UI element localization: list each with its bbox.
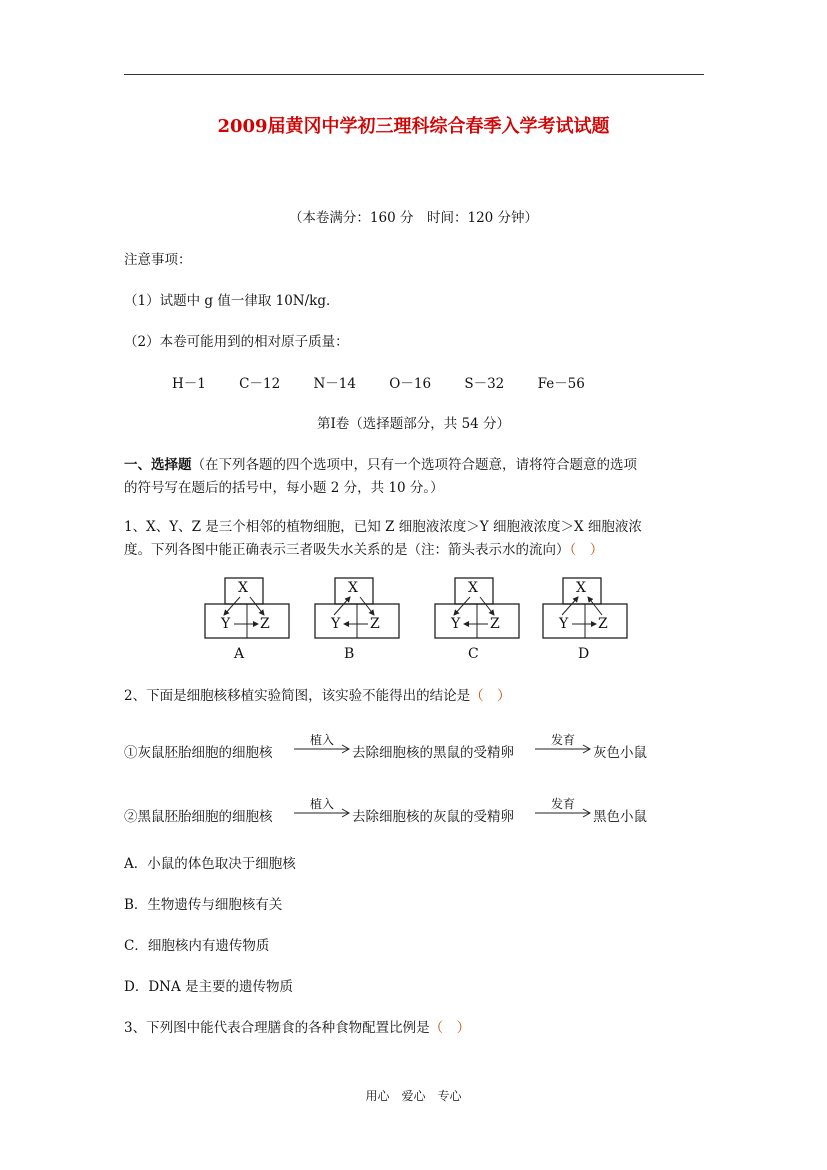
atomic-masses (172, 372, 614, 392)
flow1-step1-label: 植入 (309, 733, 334, 747)
element-mass: C－12 (239, 376, 281, 392)
notice-item-2: （2）本卷可能用到的相对原子质量： (124, 334, 349, 350)
cell-z-label: Z (260, 616, 270, 632)
arrow-right-icon (535, 744, 591, 754)
option-a-label: A (234, 646, 245, 662)
element-mass: Fe－56 (537, 376, 585, 392)
flow2-end: 黑色小鼠 (593, 809, 647, 825)
arrow-right-icon (294, 808, 350, 818)
answer-paren: （ ） (569, 542, 604, 558)
q2-option-d: D．DNA 是主要的遗传物质 (124, 979, 294, 995)
flow1-middle: 去除细胞核的黑鼠的受精卵 (352, 745, 514, 761)
q1-line1: 1、X、Y、Z 是三个相邻的植物细胞，已知 Z 细胞液浓度＞Y 细胞液浓度＞X 细胞液浓 (124, 519, 642, 535)
element-mass: S－32 (464, 376, 505, 392)
page-footer: 用心 爱心 专心 (365, 1089, 462, 1103)
answer-paren: （ ） (470, 688, 511, 704)
q2-option-a: A．小鼠的体色取决于细胞核 (124, 856, 296, 872)
q3-stem: 3、下列图中能代表合理膳食的各种食物配置比例是 (124, 1020, 430, 1036)
flow2-start: ②黑鼠胚胎细胞的细胞核 (124, 809, 273, 825)
cell-x-label: X (238, 580, 248, 596)
q1-stem: 度。下列各图中能正确表示三者吸失水关系的是（注：箭头表示水的流向） (124, 542, 570, 558)
q3-stem-line (124, 1016, 470, 1036)
section1-label: 一、选择题 (124, 457, 192, 473)
cell-y-label: Y (221, 616, 231, 632)
cell-z-label: Z (490, 616, 500, 632)
cell-x-label: X (468, 580, 478, 596)
element-mass: H－1 (172, 376, 206, 392)
section1-line2: 的符号写在题后的括号中，每小题 2 分，共 10 分。） (124, 480, 444, 496)
q2-stem-line (124, 684, 511, 704)
notice-heading: 注意事项： (124, 252, 192, 268)
cell-x-label: X (576, 580, 586, 596)
cell-z-label: Z (598, 616, 608, 632)
cell-y-label: Y (331, 616, 341, 632)
element-mass: O－16 (389, 376, 432, 392)
answer-paren: （ ） (429, 1020, 471, 1036)
flow2-middle: 去除细胞核的灰鼠的受精卵 (352, 809, 514, 825)
q1-line2 (124, 538, 603, 558)
notice-item-1: （1）试题中 g 值一律取 10N/kg． (124, 293, 340, 309)
part1-heading: 第Ⅰ卷（选择题部分，共 54 分） (316, 416, 511, 432)
q2-option-c: C．细胞核内有遗传物质 (124, 938, 270, 954)
header-rule (124, 74, 704, 75)
cell-x-label: X (348, 580, 358, 596)
flow2-step1-label: 植入 (309, 797, 334, 811)
arrow-right-icon (535, 808, 591, 818)
option-d-label: D (578, 646, 590, 662)
section1-line1 (124, 453, 637, 473)
q2-stem: 2、下面是细胞核移植实验简图，该实验不能得出的结论是 (124, 688, 471, 704)
flow1-start: ①灰鼠胚胎细胞的细胞核 (124, 745, 273, 761)
q2-option-b: B．生物遗传与细胞核有关 (124, 897, 283, 913)
q1-figure (200, 577, 660, 667)
option-b-label: B (344, 646, 355, 662)
flow1-end: 灰色小鼠 (593, 745, 647, 761)
flow1-step2-label: 发育 (550, 733, 575, 747)
cell-y-label: Y (451, 616, 461, 632)
section1-instructions: （在下列各题的四个选项中，只有一个选项符合题意，请将符合题意的选项 (191, 457, 637, 473)
arrow-right-icon (294, 744, 350, 754)
option-c-label: C (468, 646, 479, 662)
flow2-step2-label: 发育 (550, 797, 575, 811)
page-title: 2009届黄冈中学初三理科综合春季入学考试试题 (217, 116, 610, 137)
cell-z-label: Z (370, 616, 380, 632)
score-info: （本卷满分：160 分 时间：120 分钟） (288, 210, 539, 226)
element-mass: N－14 (313, 376, 356, 392)
cell-y-label: Y (559, 616, 569, 632)
